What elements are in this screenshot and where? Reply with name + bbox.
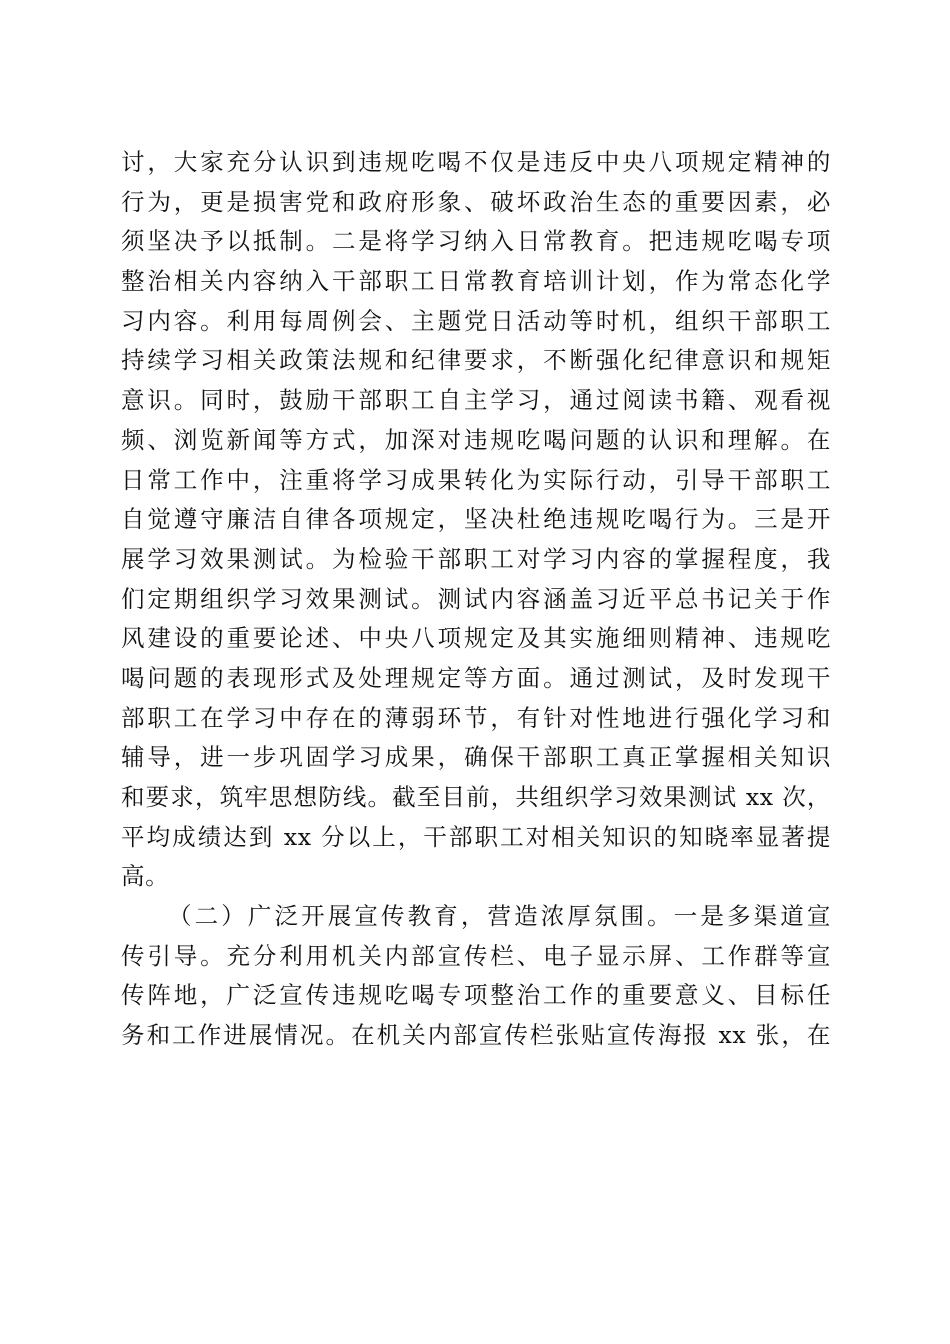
- text-line: 整治相关内容纳入干部职工日常教育培训计划，作为常态化学: [121, 267, 831, 296]
- text-line: 习内容。利用每周例会、主题党日活动等时机，组织干部职工: [121, 306, 831, 335]
- text-line: 展学习效果测试。为检验干部职工对学习内容的掌握程度，我: [121, 544, 831, 573]
- text-line: 部职工在学习中存在的薄弱环节，有针对性地进行强化学习和: [121, 703, 831, 732]
- text-line: 日常工作中，注重将学习成果转化为实际行动，引导干部职工: [121, 465, 831, 494]
- text-line: 平均成绩达到 xx 分以上，干部职工对相关知识的知晓率显著提: [121, 822, 831, 851]
- body-text: [121, 143, 831, 1056]
- text-line: 高。: [121, 862, 170, 891]
- text-line: 传阵地，广泛宣传违规吃喝专项整治工作的重要意义、目标任: [121, 981, 831, 1010]
- text-line: 和要求，筑牢思想防线。截至目前，共组织学习效果测试 xx 次，: [121, 783, 831, 811]
- text-line: 务和工作进展情况。在机关内部宣传栏张贴宣传海报 xx 张，在: [121, 1021, 831, 1050]
- text-line: 讨，大家充分认识到违规吃喝不仅是违反中央八项规定精神的: [121, 148, 831, 176]
- text-line: 风建设的重要论述、中央八项规定及其实施细则精神、违规吃: [121, 624, 831, 653]
- text-line: 喝问题的表现形式及处理规定等方面。通过测试，及时发现干: [121, 663, 831, 692]
- text-line: 持续学习相关政策法规和纪律要求，不断强化纪律意识和规矩: [121, 346, 831, 375]
- text-line: 自觉遵守廉洁自律各项规定，坚决杜绝违规吃喝行为。三是开: [121, 505, 831, 534]
- text-line: 传引导。充分利用机关内部宣传栏、电子显示屏、工作群等宣: [121, 941, 831, 970]
- text-line: 行为，更是损害党和政府形象、破坏政治生态的重要因素，必: [121, 187, 831, 216]
- section-heading-line: （二）广泛开展宣传教育，营造浓厚氛围。一是多渠道宣: [168, 902, 831, 931]
- text-line: 辅导，进一步巩固学习成果，确保干部职工真正掌握相关知识: [121, 743, 831, 772]
- text-line: 频、浏览新闻等方式，加深对违规吃喝问题的认识和理解。在: [121, 425, 831, 454]
- text-line: 们定期组织学习效果测试。测试内容涵盖习近平总书记关于作: [121, 584, 831, 613]
- text-line: 意识。同时，鼓励干部职工自主学习，通过阅读书籍、观看视: [121, 386, 831, 415]
- text-line: 须坚决予以抵制。二是将学习纳入日常教育。把违规吃喝专项: [121, 227, 831, 256]
